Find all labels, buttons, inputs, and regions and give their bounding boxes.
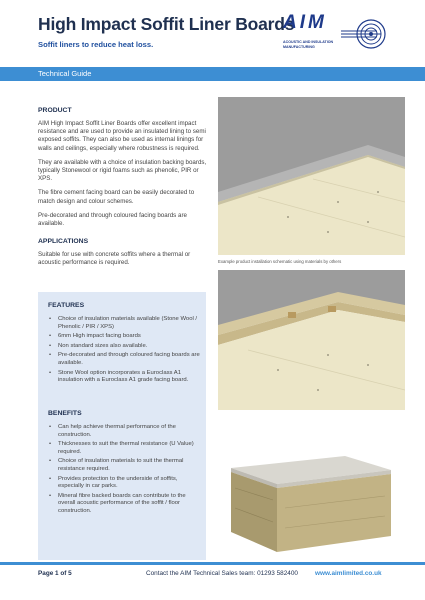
aim-logo [283, 12, 393, 58]
features-list [48, 316, 200, 387]
list-item: • Choice of insulation materials to suit the thermal resistance required. [48, 458, 200, 473]
product-section [38, 107, 208, 274]
list-item: • Choice of insulation materials available (Stone Wool / Phenolic / PIR / XPS) [48, 316, 200, 331]
benefits-list [48, 424, 200, 518]
list-item: • Thicknesses to suit the thermal resistance (U Value) required. [48, 441, 200, 456]
website-link[interactable]: www.aimlimited.co.uk [315, 570, 382, 577]
product-paragraph: They are available with a choice of insulation backing boards, typically Stonewool or rigid foams such as phenolic, PIR or XPS. [38, 158, 207, 183]
list-item: • Provides protection to the underside of soffits, especially in car parks. [48, 476, 200, 491]
features-heading: FEATURES [48, 302, 85, 309]
page-number: Page 1 of 5 [38, 570, 72, 577]
logo-wordmark: AIM [283, 12, 327, 33]
list-item: • Stone Wool option incorporates a Euroclass A1 insulation with a Euroclass A1 grade facing board. [48, 370, 200, 385]
logo-tagline: ACOUSTIC AND INSULATION MANUFACTURING [283, 40, 334, 49]
image-caption: Example product installation schematic using materials by others [218, 259, 342, 264]
list-item: • Mineral fibre backed boards can contribute to the overall acoustic performance of the soffit / floor construction. [48, 493, 200, 516]
applications-heading: APPLICATIONS [38, 238, 89, 246]
list-item: • Can help achieve thermal performance of the construction. [48, 424, 200, 439]
footer-divider [0, 562, 425, 565]
soffit-installation-image [218, 97, 405, 255]
list-item: • Non standard sizes also available. [48, 343, 200, 351]
page-title: High Impact Soffit Liner Boards [38, 14, 295, 34]
board-sample-image [225, 428, 397, 554]
list-item: • Pre-decorated and through coloured facing boards are available. [48, 352, 200, 367]
banner-label: Technical Guide [38, 69, 92, 78]
applications-text: Suitable for use with concrete soffits where a thermal or acoustic performance is required. [38, 251, 191, 267]
features-panel [38, 292, 206, 560]
benefits-heading: BENEFITS [48, 410, 82, 417]
layered-installation-image [218, 270, 405, 410]
section-banner [0, 67, 425, 81]
list-item: • 6mm High impact facing boards [48, 333, 200, 341]
product-paragraph: Pre-decorated and through coloured facing boards are available. [38, 211, 187, 228]
footer-contact: Contact the AIM Technical Sales team: 01293 582400 [146, 570, 298, 577]
product-heading: PRODUCT [38, 107, 72, 114]
logo-target-icon [341, 18, 389, 50]
product-paragraph: The fibre cement facing board can be easily decorated to match design and colour schemes. [38, 189, 195, 205]
product-paragraph: AIM High Impact Soffit Liner Boards offer excellent impact resistance and are used to provide an insulated lining to semi exposed soffits. They can also be used as internal linings for walls and ceilings, especially where robustness is required. [38, 120, 206, 152]
page-subtitle: Soffit liners to reduce heat loss. [38, 40, 154, 49]
